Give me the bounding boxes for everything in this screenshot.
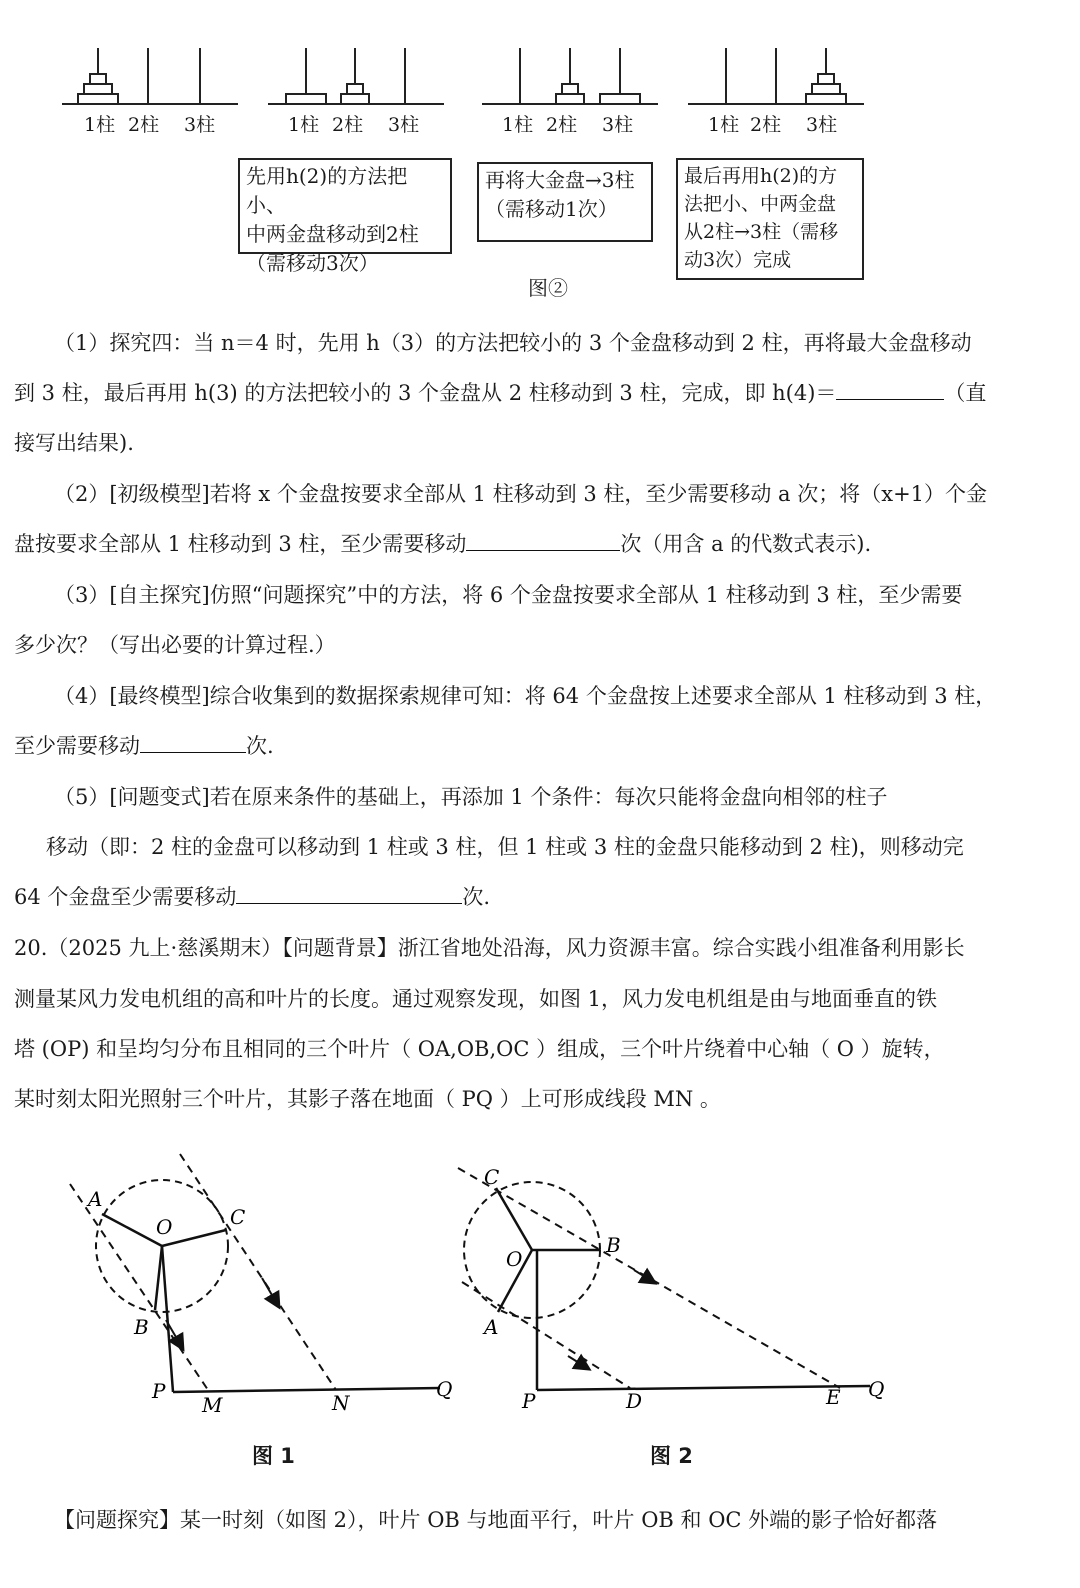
- peg-label-2: 2柱: [128, 114, 160, 136]
- point-label-o: O: [156, 1215, 173, 1239]
- point-label-q: Q: [436, 1377, 453, 1401]
- step-box-line: 再将大金盘→3柱: [485, 168, 635, 192]
- ray-arrow-1: [634, 1270, 650, 1280]
- step-box-line: 动3次）完成: [684, 249, 792, 271]
- q1-line-3: 接写出结果).: [14, 431, 134, 455]
- point-label-b: B: [134, 1315, 149, 1339]
- answer-blank[interactable]: [836, 379, 944, 400]
- q2-line-2: [14, 529, 1066, 559]
- step-box-3: [676, 158, 864, 280]
- blade-oa: [102, 1214, 162, 1246]
- peg-label-1: 1柱: [288, 114, 320, 136]
- tower-op: [162, 1246, 173, 1392]
- peg-label-2: 2柱: [546, 114, 578, 136]
- q3-line-2: 多少次？（写出必要的计算过程.）: [14, 633, 336, 657]
- point-label-a: A: [484, 1315, 499, 1339]
- ray-arrow-2: [262, 1278, 276, 1302]
- peg-label-3: 3柱: [184, 114, 216, 136]
- q1-text-end: （直: [944, 381, 987, 405]
- figure-1-caption: 图 1: [252, 1444, 295, 1468]
- peg-label-1: 1柱: [84, 114, 116, 136]
- point-label-a: A: [88, 1187, 103, 1211]
- point-label-c: C: [230, 1205, 246, 1229]
- q5-line-1: （5）[问题变式]若在原来条件的基础上，再添加 1 个条件：每次只能将金盘向相邻的柱子: [54, 785, 888, 809]
- blade-ob: [155, 1246, 162, 1310]
- step-box-line: （需移动3次）: [246, 251, 379, 275]
- q2-text: 盘按要求全部从 1 柱移动到 3 柱，至少需要移动: [14, 532, 467, 556]
- step-box-line: 最后再用h(2)的方: [684, 165, 838, 187]
- q2-text-end: 次（用含 a 的代数式表示).: [620, 532, 872, 556]
- ground-pq: [173, 1388, 440, 1392]
- q5-line-3: [14, 882, 1066, 912]
- peg-label-1: 1柱: [708, 114, 740, 136]
- sun-ray-1: [70, 1184, 208, 1390]
- point-label-b: B: [606, 1233, 621, 1257]
- point-label-p: P: [152, 1379, 166, 1403]
- point-label-d: D: [626, 1389, 643, 1413]
- p20-line-2: 测量某风力发电机组的高和叶片的长度。通过观察发现，如图 1，风力发电机组是由与地面垂直的铁: [14, 987, 938, 1011]
- answer-blank[interactable]: [236, 883, 462, 904]
- p20-line-4: 某时刻太阳光照射三个叶片，其影子落在地面（ PQ ）上可形成线段 MN 。: [14, 1087, 721, 1111]
- q4-text-end: 次.: [246, 734, 274, 758]
- q5-text-end: 次.: [462, 885, 491, 909]
- peg-label-3: 3柱: [806, 114, 838, 136]
- step-box-2: [477, 162, 653, 242]
- sun-ray-2: [180, 1154, 336, 1390]
- q5-text: 64 个金盘至少需要移动: [14, 885, 237, 909]
- p20-inquiry-line: 【问题探究】某一时刻（如图 2），叶片 OB 与地面平行，叶片 OB 和 OC 外端的影子恰好都落: [54, 1508, 938, 1532]
- point-label-e: E: [826, 1385, 841, 1409]
- step-box-line: 中两金盘移动到2柱: [246, 222, 419, 246]
- peg-label-3: 3柱: [602, 114, 634, 136]
- figure-2-caption: 图 2: [650, 1444, 693, 1468]
- q3-line-1: （3）[自主探究]仿照“问题探究”中的方法，将 6 个金盘按要求全部从 1 柱移动到 3 柱，至少需要: [54, 583, 963, 607]
- step-box-line: （需移动1次）: [485, 197, 618, 221]
- peg-label-2: 2柱: [332, 114, 364, 136]
- point-label-q: Q: [868, 1377, 885, 1401]
- peg-label-1: 1柱: [502, 114, 534, 136]
- q1-line-1: （1）探究四：当 n＝4 时，先用 h（3）的方法把较小的 3 个金盘移动到 2 柱，再将最大金盘移动: [54, 331, 972, 355]
- point-label-n: N: [332, 1391, 350, 1415]
- step-box-line: 从2柱→3柱（需移: [684, 221, 839, 243]
- answer-blank[interactable]: [466, 530, 620, 551]
- point-label-p: P: [522, 1389, 536, 1413]
- p20-line-3: 塔 (OP) 和呈均匀分布且相同的三个叶片（ OA,OB,OC ）组成，三个叶片绕着中心轴（ O ）旋转，: [14, 1037, 945, 1061]
- q4-line-2: [14, 731, 1066, 761]
- figure-2-diagram: [440, 1150, 900, 1420]
- q1-line-2: [14, 378, 1066, 408]
- hanoi-pegs-figure: [0, 40, 1080, 150]
- step-box-line: 法把小、中两金盘: [684, 193, 837, 215]
- q2-line-1: （2）[初级模型]若将 x 个金盘按要求全部从 1 柱移动到 3 柱，至少需要移动 a 次；将（x+1）个金: [54, 482, 988, 506]
- step-box-line: 先用h(2)的方法把小、: [246, 164, 408, 217]
- step-box-1: [238, 158, 452, 275]
- q4-line-1: （4）[最终模型]综合收集到的数据探索规律可知：将 64 个金盘按上述要求全部从 1 柱移动到 3 柱，: [54, 684, 997, 708]
- q4-text: 至少需要移动: [14, 734, 140, 758]
- q5-line-2: 移动（即：2 柱的金盘可以移动到 1 柱或 3 柱，但 1 柱或 3 柱的金盘只能移动到 2 柱)，则移动完: [46, 835, 964, 859]
- peg-label-3: 3柱: [388, 114, 420, 136]
- p20-line-1: 20.（2025 九上·慈溪期末）【问题背景】浙江省地处沿海，风力资源丰富。综合实践小组准备利用影长: [14, 936, 965, 960]
- point-label-m: M: [202, 1393, 223, 1417]
- q1-text: 到 3 柱，最后再用 h(3) 的方法把较小的 3 个金盘从 2 柱移动到 3 柱，完成，即 h(4)＝: [14, 381, 837, 405]
- blade-oc: [496, 1188, 532, 1250]
- ground-pq: [537, 1386, 870, 1390]
- figure-caption: 图②: [528, 276, 568, 300]
- peg-label-2: 2柱: [750, 114, 782, 136]
- answer-blank[interactable]: [140, 732, 246, 753]
- point-label-o: O: [506, 1247, 523, 1271]
- point-label-c: C: [484, 1165, 500, 1189]
